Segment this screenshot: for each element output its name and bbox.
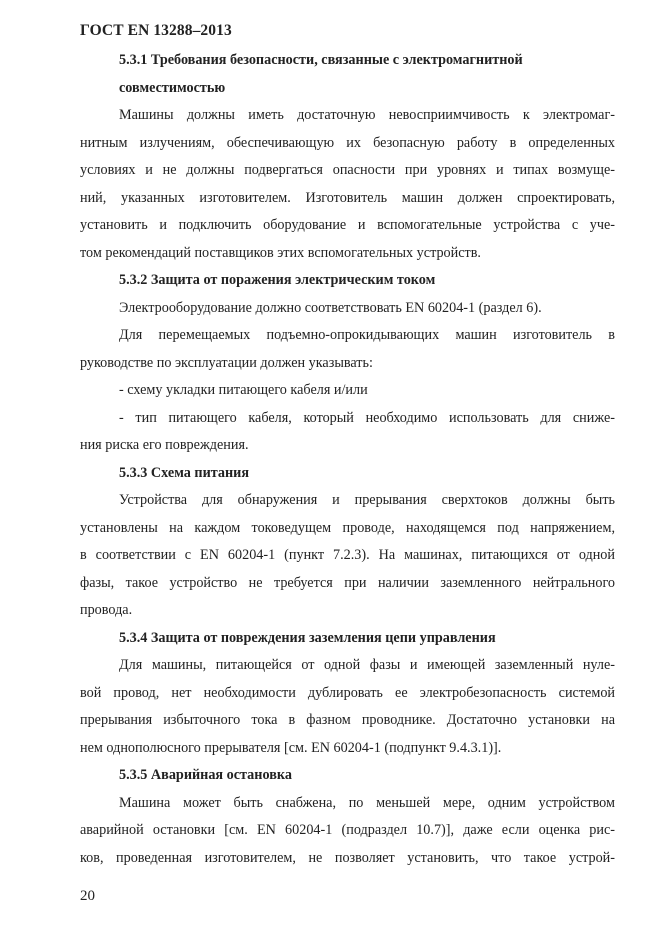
text-line: ков, проведенная изготовителем, не позволяет установить, что такое устрой- <box>80 849 615 866</box>
text-line: вой провод, нет необходимости дублировать ее электробезопасность системой <box>80 684 615 701</box>
text-line: провода. <box>80 602 133 618</box>
text-line: ния риска его повреждения. <box>80 437 249 453</box>
text-line: Электрооборудование должно соответствовать EN 60204-1 (раздел 6). <box>119 299 542 316</box>
text-line: Для перемещаемых подъемно-опрокидывающих машин изготовитель в <box>119 327 615 343</box>
text-line: установить и подключить оборудование и вспомогательные устройства с уче- <box>80 217 615 233</box>
document-body <box>80 47 615 872</box>
section-heading: 5.3.3 Схема питания <box>119 464 250 481</box>
document-code-header: ГОСТ EN 13288–2013 <box>80 22 232 39</box>
text-line: нитным излучениям, обеспечивающую их безопасную работу в определенных <box>80 134 615 151</box>
text-line: Для машины, питающейся от одной фазы и имеющей заземленный нуле- <box>119 657 615 673</box>
section-heading: 5.3.5 Аварийная остановка <box>119 767 292 783</box>
text-line: Машины должны иметь достаточную невосприимчивость к электромаг- <box>119 107 615 123</box>
text-line: аварийной остановки [см. EN 60204-1 (подраздел 10.7)], даже если оценка рис- <box>80 822 615 838</box>
text-line: в соответствии с EN 60204-1 (пункт 7.2.3). На машинах, питающихся от одной <box>80 547 615 563</box>
text-line: условиях и не должны подвергаться опасности при уровнях и типах возмуще- <box>80 162 615 178</box>
text-line: нем однополюсного прерывателя [см. EN 60204-1 (подпункт 9.4.3.1)]. <box>80 739 502 756</box>
text-line: установлены на каждом токоведущем проводе, находящемся под напряжением, <box>80 519 615 536</box>
section-heading: 5.3.1 Требования безопасности, связанные с электромагнитной <box>119 52 523 68</box>
section-heading: 5.3.2 Защита от поражения электрическим током <box>119 272 436 288</box>
text-line: Машина может быть снабжена, по меньшей мере, одним устройством <box>119 794 615 811</box>
text-line: ний, указанных изготовителем. Изготовитель машин должен спроектировать, <box>80 189 615 206</box>
text-line: - схему укладки питающего кабеля и/или <box>119 382 368 398</box>
text-line: том рекомендаций поставщиков этих вспомогательных устройств. <box>80 244 481 261</box>
text-line: - тип питающего кабеля, который необходимо использовать для сниже- <box>119 409 615 426</box>
text-line: руководстве по эксплуатации должен указывать: <box>80 354 373 371</box>
section-heading: совместимостью <box>119 79 226 96</box>
page-number: 20 <box>80 888 95 904</box>
text-line: прерывания избыточного тока в фазном проводнике. Достаточно установки на <box>80 712 615 728</box>
text-line: фазы, такое устройство не требуется при наличии заземленного нейтрального <box>80 574 615 591</box>
text-line: Устройства для обнаружения и прерывания сверхтоков должны быть <box>119 492 615 508</box>
section-heading: 5.3.4 Защита от повреждения заземления цепи управления <box>119 629 496 646</box>
